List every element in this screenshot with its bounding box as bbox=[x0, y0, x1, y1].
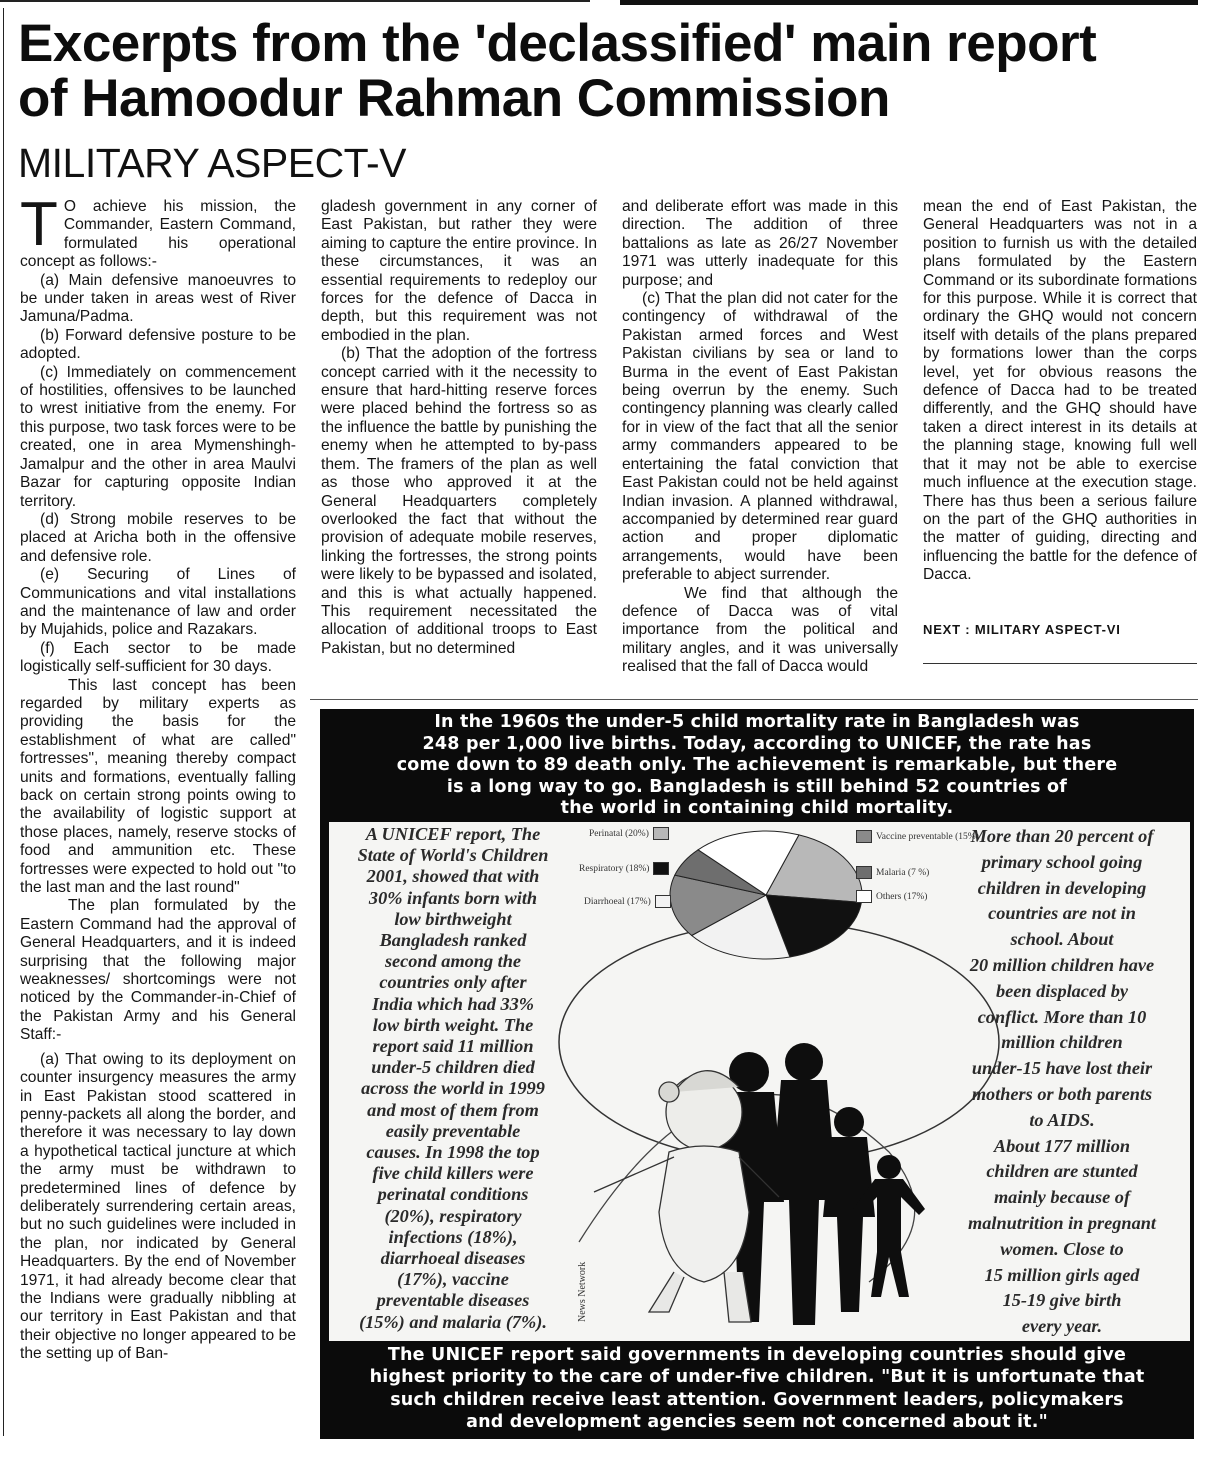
pie-slices bbox=[670, 831, 862, 959]
paragraph: O achieve his mission, the Commander, Eastern Command, formulated his operational concept as follows:- bbox=[20, 198, 296, 271]
article-column-1 bbox=[20, 190, 296, 1364]
column-end-rule bbox=[923, 663, 1197, 664]
infobox-header bbox=[320, 709, 1194, 820]
infobox-header-line: In the 1960s the under-5 child mortality rate in Bangladesh was bbox=[434, 712, 1080, 732]
legend-respiratory: Respiratory (18%) bbox=[579, 862, 669, 875]
section-kicker: MILITARY ASPECT-V bbox=[18, 140, 406, 186]
legend-swatch bbox=[653, 827, 669, 840]
infobox-header-line: the world in containing child mortality. bbox=[560, 798, 954, 819]
next-installment-note: NEXT : MILITARY ASPECT-VI bbox=[923, 622, 1121, 637]
paragraph: (a) That owing to its deployment on counter insurgency measures the army in East Pakistan stood scattered in penny-packets all along the border, and therefore it was necessary to lay down a hypothetical tactical juncture at which the army must be withdrawn to predetermined lines of defence by deliberately surrendering certain areas, but no such guidelines were included in the plan, nor indicated by General Headquarters. By the end of November 1971, it had already become clear that the Indians were gradually nibbling at our territory in East Pakistan and that their objective no longer appeared to be the setting up of Ban- bbox=[20, 1050, 296, 1363]
paragraph: and deliberate effort was made in this direction. The addition of three battalions as late as 26/27 November 1971 was utterly inadequate for this purpose; and bbox=[622, 198, 898, 289]
top-rule-right bbox=[620, 0, 1198, 5]
top-rule-left bbox=[0, 0, 590, 2]
infobox-header-line: 248 per 1,000 live births. Today, according to UNICEF, the rate has bbox=[422, 733, 1092, 754]
paragraph: (e) Securing of Lines of Communications and vital installations and the maintenance of law and order by Mujahids, police and Razakars. bbox=[20, 566, 296, 639]
article-column-2 bbox=[321, 198, 597, 658]
paragraph: gladesh government in any corner of East Pakistan, but rather they were aiming to capture the entire province. In these circumstances, it was an essential requirements to redeploy our forces for the defence of Dacca in depth, but this requirement was not embodied in the plan. bbox=[321, 198, 597, 344]
article-column-4 bbox=[923, 198, 1197, 585]
infobox-top-rule bbox=[310, 699, 1198, 700]
left-column-rule bbox=[3, 8, 4, 1436]
legend-swatch bbox=[655, 895, 671, 908]
headline-line-2: of Hamoodur Rahman Commission bbox=[18, 69, 890, 128]
legend-others: Others (17%) bbox=[856, 890, 927, 903]
infobox-footer-line: highest priority to the care of under-five children. "But it is unfortunate that bbox=[369, 1367, 1145, 1388]
infobox-illustration-panel bbox=[329, 822, 1190, 1341]
children-facts-text: More than 20 percent of primary school going children in developing countries are not in school. About 20 million children have been displaced by conflict. More than 10 million children under-15 have lost their mothers or both parents to AIDS. About 177 million children are stunted mainly because of malnutrition in pregnant women. Close to 15 million girls aged 15-19 give birth every year. bbox=[968, 826, 1156, 1337]
infobox-footer bbox=[320, 1344, 1194, 1434]
legend-diarrhoeal: Diarrhoeal (17%) bbox=[584, 895, 671, 908]
paragraph: mean the end of East Pakistan, the General Headquarters was not in a position to furnish us with the detailed plans formulated by the Eastern Command or its subordinate formations for this purpose. While it is correct that ordinary the GHQ would not concern itself with details of the plans prepared by formations lower than the corps level, yet for obvious reasons the defence of Dacca had to be treated differently, and the GHQ should have taken a direct interest in its details at the planning stage, knowing full well that it may not be able to exercise much influence at the execution stage. There has thus been a serious failure on the part of the GHQ authorities in the matter of guiding, directing and influencing the battle for the defence of Dacca. bbox=[923, 198, 1197, 584]
paragraph: (b) That the adoption of the fortress concept carried with it the necessity to ensure that hard-hitting reserve forces were placed behind the fortress so as the influence the battle by punishing the enemy when he attempted to by-pass them. The framers of the plan as well as those who approved it at the General Headquarters completely overlooked the fact that without the provision of adequate mobile reserves, linking the fortresses, the strong points were likely to be bypassed and isolated, and this is what actually happened. This requirement necessitated the allocation of additional troops to East Pakistan, but no determined bbox=[321, 345, 597, 657]
paragraph: This last concept has been regarded by military experts as providing the basis for the establishment of what are called" fortresses", meaning thereby compact units and formations, eventually falling back on certain strong points owing to the availability of logistic support at those places, namely, reserve stocks of food and ammunition etc. These fortresses were expected to hold out "to the last man and the last round" bbox=[20, 676, 296, 897]
drop-cap: T bbox=[20, 190, 58, 259]
legend-swatch bbox=[653, 862, 669, 875]
unicef-report-text: A UNICEF report, The State of World's Children 2001, showed that with 30% infants born with low birthweight Bangladesh ranked second among the countries only after India which had 33% low birth weight. The report said 11 million under-5 children died across the world in 1999 and most of them from easily preventable causes. In 1998 the top five child killers were perinatal conditions (20%), respiratory infections (18%), diarrhoeal diseases (17%), vaccine preventable diseases (15%) and malaria (7%). bbox=[357, 824, 549, 1332]
paragraph: (c) That the plan did not cater for the contingency of withdrawal of the Pakistan armed forces and West Pakistan civilians by sea or land to Burma in the event of East Pakistan being overrun by the enemy. Such contingency planning was clearly called for in view of the fact that all the senior army commanders appeared to be entertaining the fatal conviction that East Pakistan could not be held against Indian invasion. A planned withdrawal, accompanied by determined rear guard action and proper diplomatic arrangements, would have been preferable to abject surrender. bbox=[622, 290, 898, 584]
paragraph: (d) Strong mobile reserves to be placed at Aricha both in the offensive and defensive role. bbox=[20, 510, 296, 565]
legend-perinatal: Perinatal (20%) bbox=[589, 827, 669, 840]
headline-line-1: Excerpts from the 'declassified' main report bbox=[18, 14, 1097, 73]
paragraph: The plan formulated by the Eastern Command had the approval of General Headquarters, and it is indeed surprising that the following major weaknesses/ shortcomings were not noticed by the Commander-in-Chief of the Pakistan Army and his General Staff:- bbox=[20, 897, 296, 1044]
photo-credit: News Network bbox=[577, 1261, 588, 1322]
legend-swatch bbox=[856, 890, 872, 903]
legend-swatch bbox=[856, 866, 872, 879]
headline bbox=[18, 16, 1208, 126]
infobox-header-line: come down to 89 death only. The achievement is remarkable, but there bbox=[396, 755, 1118, 776]
legend-vaccine: Vaccine preventable (15%) bbox=[856, 830, 979, 843]
infobox-footer-line: The UNICEF report said governments in developing countries should give bbox=[387, 1345, 1127, 1365]
infobox-header-line: is a long way to go. Bangladesh is still behind 52 countries of bbox=[446, 776, 1068, 797]
legend-malaria: Malaria (7 %) bbox=[856, 866, 929, 879]
paragraph: (c) Immediately on commencement of hostilities, offensives to be launched to wrest initiative from the enemy. For this purpose, two task forces were to be created, one in area Mymenshingh- Jamalpur and the other in area Maulvi Bazar for capturing opposite Indian territory. bbox=[20, 363, 296, 510]
paragraph: We find that although the defence of Dacca was of vital importance from the political and military angles, and it was universally realised that the fall of Dacca would bbox=[622, 584, 898, 676]
infobox-footer-line: such children receive least attention. Government leaders, policymakers bbox=[390, 1389, 1124, 1410]
legend-swatch bbox=[856, 830, 872, 843]
paragraph: (f) Each sector to be made logistically self-sufficient for 30 days. bbox=[20, 639, 296, 676]
article-column-3 bbox=[622, 198, 898, 677]
infobox-footer-line: and development agencies seem not concerned about it." bbox=[466, 1412, 1048, 1433]
paragraph: (a) Main defensive manoeuvres to be under taken in areas west of River Jamuna/Padma. bbox=[20, 271, 296, 326]
paragraph: (b) Forward defensive posture to be adopted. bbox=[20, 326, 296, 363]
